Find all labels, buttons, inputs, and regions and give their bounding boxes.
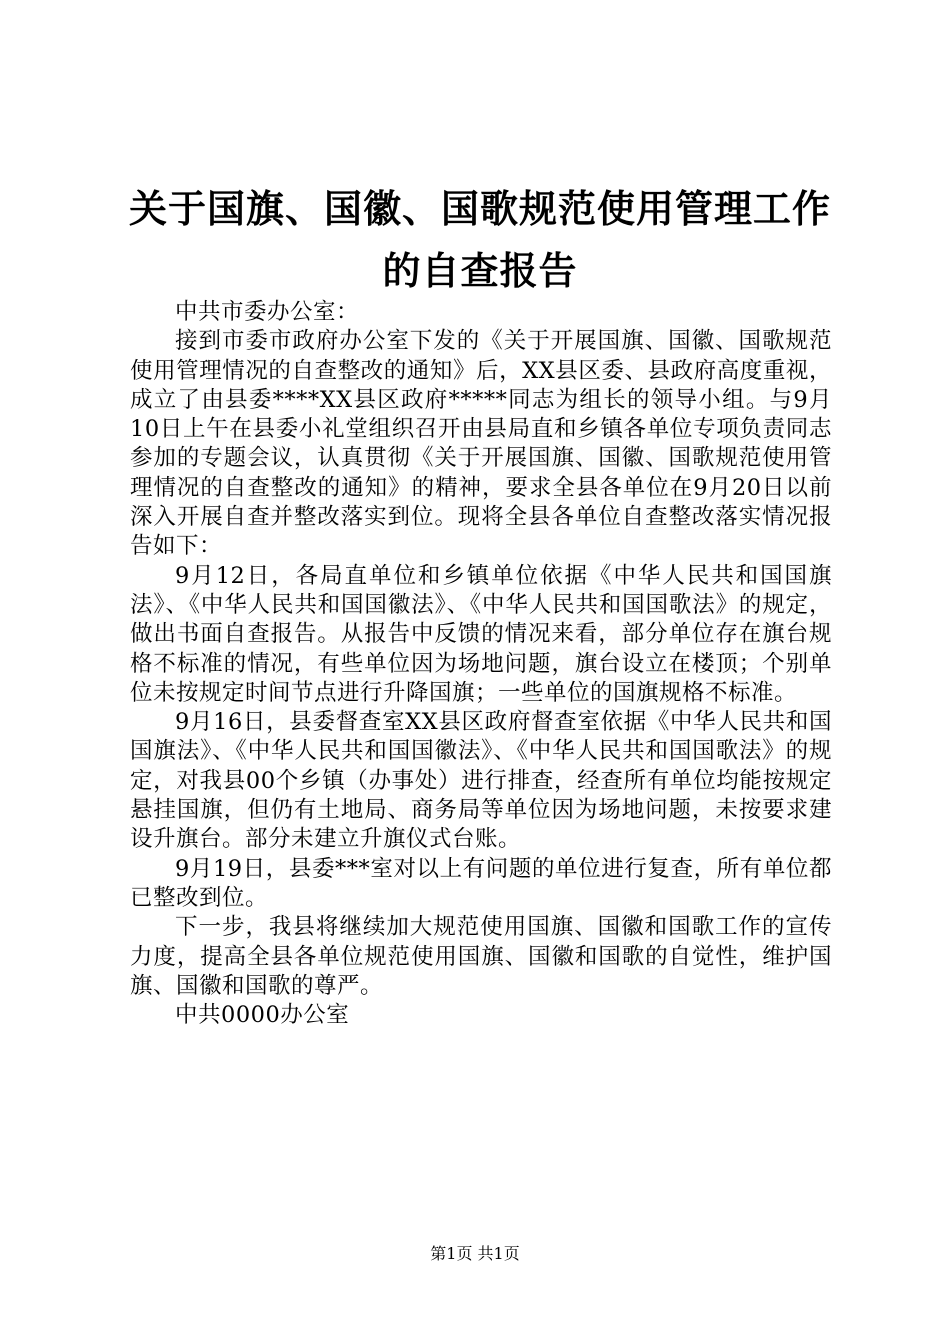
salutation: 中共市委办公室： [175, 299, 360, 325]
paragraph-sep-12: 9月12日，各局直单位和乡镇单位依据《中华人民共和国国旗法》、《中华人民共和国国徽法》、《中华人民共和国国歌法》的规定，做出书面自查报告。从报告中反馈的情况来看，部分单位存在旗台规格不标准的情况，有些单位因为场地问题，旗台设立在楼顶；个别单位未按规定时间节点进行升降国旗；一些单位的国旗规格不标准。 [130, 562, 832, 706]
paragraph-sep-16: 9月16日，县委督查室XX县区政府督查室依据《中华人民共和国国旗法》、《中华人民共和国国徽法》、《中华人民共和国国歌法》的规定，对我县00个乡镇（办事处）进行排查，经查所有单位均能按规定悬挂国旗，但仍有土地局、商务局等单位因为场地问题，未按要求建设升旗台。部分未建立升旗仪式台账。 [130, 709, 832, 853]
document-title: 关于国旗、国徽、国歌规范使用管理工作的自查报告 [128, 186, 831, 293]
document-body [130, 298, 832, 1030]
paragraph-next-steps: 下一步，我县将继续加大规范使用国旗、国徽和国歌工作的宣传力度，提高全县各单位规范使用国旗、国徽和国歌的自觉性，维护国旗、国徽和国歌的尊严。 [130, 914, 832, 999]
signature: 中共0000办公室 [175, 1002, 350, 1029]
page-footer: 第1页 共1页 [430, 1244, 520, 1263]
paragraph-sep-19: 9月19日，县委***室对以上有问题的单位进行复查，所有单位都已整改到位。 [130, 855, 832, 911]
paragraph-intro: 接到市委市政府办公室下发的《关于开展国旗、国徽、国歌规范使用管理情况的自查整改的通知》后，XX县区委、县政府高度重视，成立了由县委****XX县区政府*****同志为组长的领导小组。与9月10日上午在县委小礼堂组织召开由县局直和乡镇各单位专项负责同志参加的专题会议，认真贯彻《关于开展国旗、国徽、国歌规范使用管理情况的自查整改的通知》的精神，要求全县各单位在9月20日以前深入开展自查并整改落实到位。现将全县各单位自查整改落实情况报告如下： [130, 328, 832, 560]
